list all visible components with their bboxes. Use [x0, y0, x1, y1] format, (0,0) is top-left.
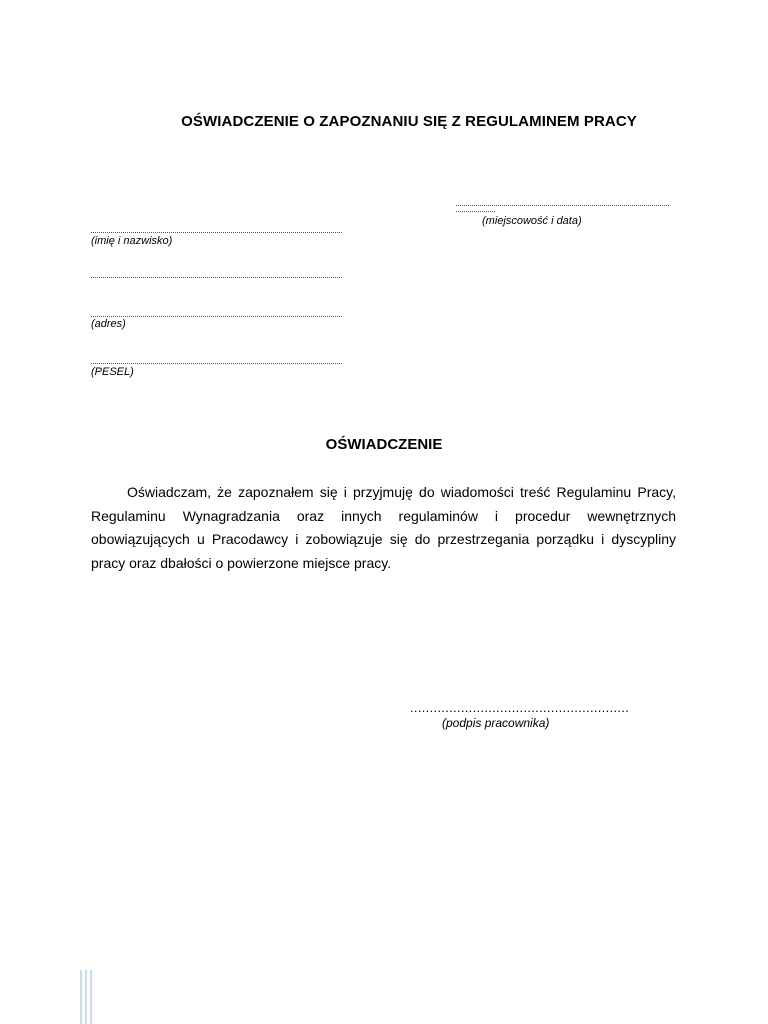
name-line [91, 232, 342, 233]
place-date-line [456, 205, 669, 206]
statement-heading: OŚWIADCZENIE [325, 436, 443, 453]
signature-line: ........................................................ [410, 700, 630, 715]
place-date-caption: (miejscowość i data) [482, 215, 582, 227]
statement-paragraph: Oświadczam, że zapoznałem się i przyjmuję do wiadomości treść Regulaminu Pracy, Regulaminu Wynagradzania oraz innych regulaminów i procedur wewnętrznych obowiązujących u Pracodawcy i zobowiązuje się do przestrzegania porządku i dyscypliny pracy oraz dbałości o powierzone miejsce pracy. [91, 484, 676, 571]
signature-caption: (podpis pracownika) [442, 716, 550, 730]
address-caption: (adres) [91, 318, 126, 330]
address-line-1 [91, 277, 342, 278]
margin-decoration [80, 970, 92, 1024]
pesel-caption: (PESEL) [91, 366, 134, 378]
place-date-line-continuation [456, 211, 495, 212]
document-title: OŚWIADCZENIE O ZAPOZNANIU SIĘ Z REGULAMINEM PRACY [181, 113, 637, 130]
address-line-2 [91, 316, 342, 317]
name-caption: (imię i nazwisko) [91, 235, 173, 247]
pesel-line [91, 363, 342, 364]
